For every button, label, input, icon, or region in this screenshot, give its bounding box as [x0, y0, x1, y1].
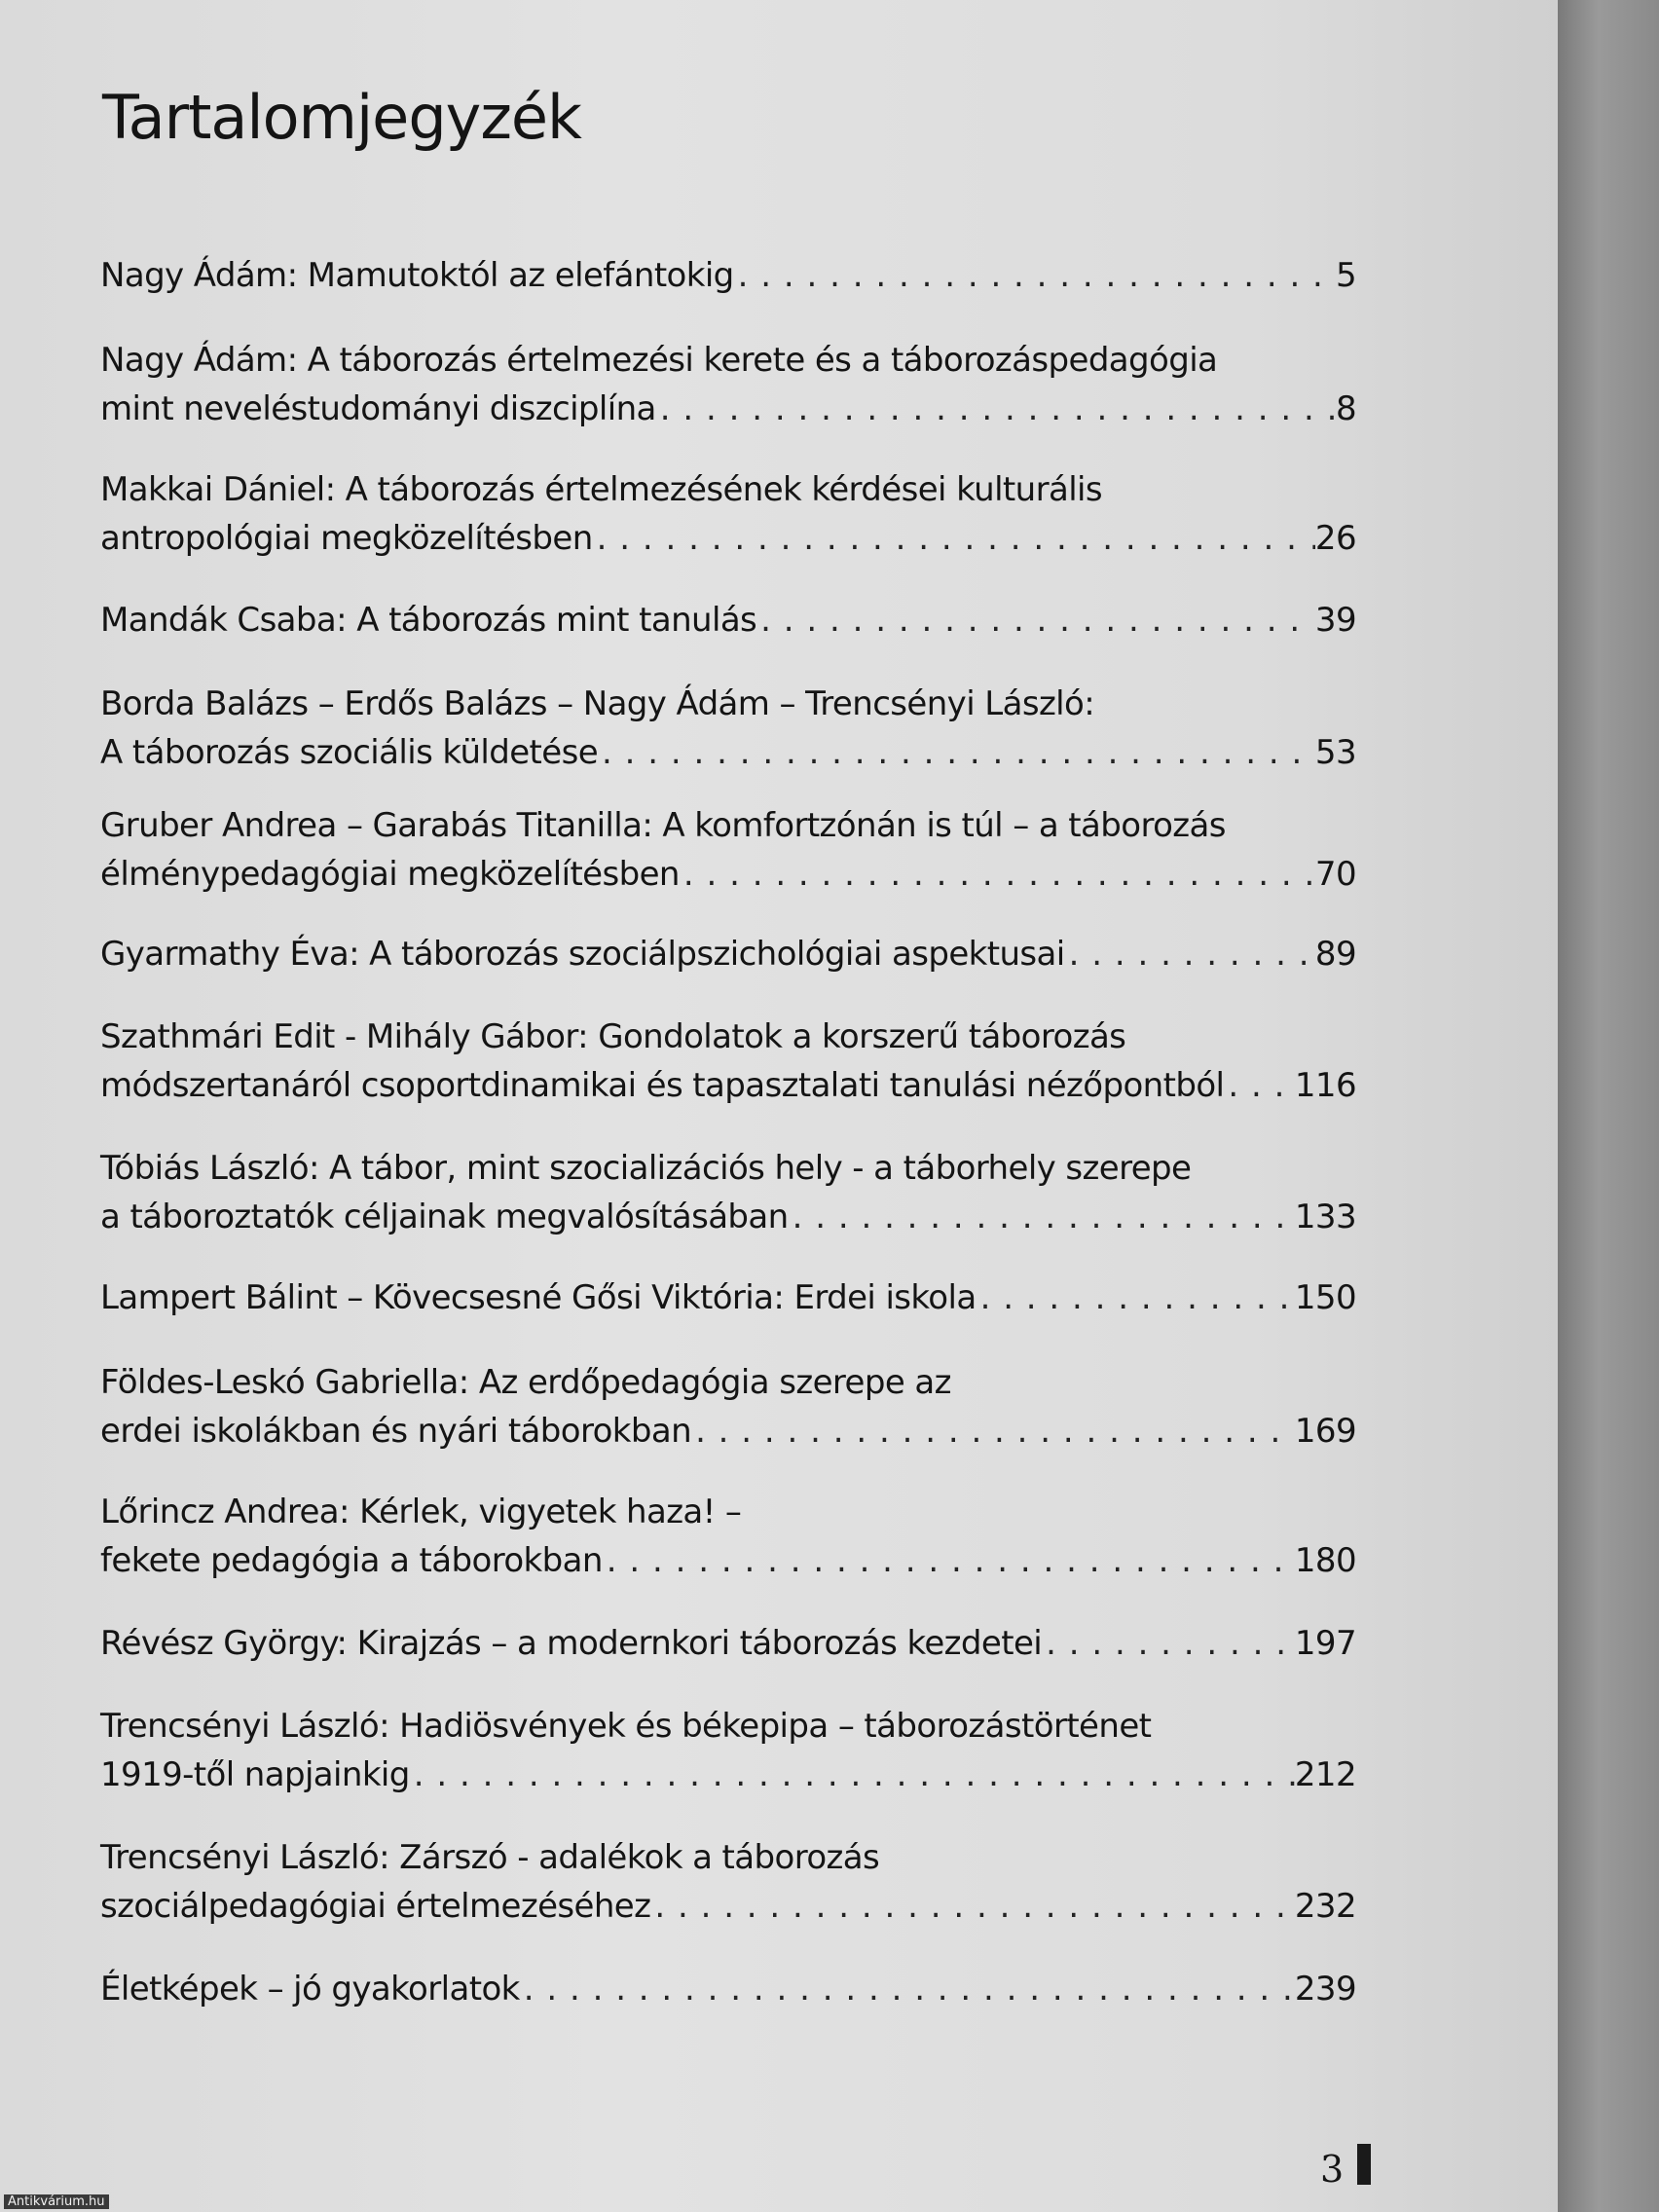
toc-entry [100, 1273, 1356, 1322]
toc-entry-page: 212 [1294, 1755, 1356, 1794]
toc-entry [100, 1488, 1356, 1585]
leader-dots [977, 1273, 1295, 1322]
toc-entry-text: Nagy Ádám: Mamutoktól az elefántokig [100, 256, 734, 295]
toc-entry-page: 5 [1335, 256, 1356, 295]
toc-entry-page: 39 [1314, 601, 1356, 640]
toc-entry [100, 465, 1356, 563]
toc-entry-text: élménypedagógiai megközelítésben [100, 855, 680, 894]
toc-entry-page: 180 [1294, 1541, 1356, 1580]
leader-dots [680, 850, 1315, 899]
toc-entry-text: 1919-től napjainkig [100, 1755, 410, 1794]
leader-dots [789, 1193, 1295, 1241]
toc-entry-text: a táboroztatók céljainak megvalósításában [100, 1198, 789, 1236]
leader-dots [734, 251, 1336, 300]
toc-entry [100, 930, 1356, 978]
toc-entry-page: 133 [1294, 1198, 1356, 1236]
toc-entry-text: Révész György: Kirajzás – a modernkori táborozás kezdetei [100, 1624, 1043, 1663]
leader-dots [593, 514, 1315, 563]
toc-entry-text: Életképek – jó gyakorlatok [100, 1970, 520, 2009]
leader-dots [1042, 1619, 1295, 1668]
toc-entry-text: Trencsényi László: Zárszó - adalékok a táborozás [100, 1838, 880, 1877]
toc-entry-text: módszertanáról csoportdinamikai és tapasztalati tanulási nézőpontból [100, 1066, 1225, 1105]
toc-entry-page: 169 [1294, 1412, 1356, 1451]
toc-entry-page: 150 [1294, 1278, 1356, 1317]
page-number: 3 [1320, 2148, 1345, 2191]
toc-entry [100, 596, 1356, 645]
toc-entry [100, 251, 1356, 300]
toc-entry-text: Gruber Andrea – Garabás Titanilla: A komfortzónán is túl – a táborozás [100, 806, 1226, 845]
toc-entry-text: szociálpedagógiai értelmezéséhez [100, 1887, 651, 1926]
toc-entry-text: Makkai Dániel: A táborozás értelmezésének kérdései kulturális [100, 470, 1103, 509]
toc-entry [100, 1965, 1356, 2013]
toc-entry-text: fekete pedagógia a táborokban [100, 1541, 603, 1580]
toc-entry-page: 239 [1294, 1970, 1356, 2009]
toc-entry-text: Borda Balázs – Erdős Balázs – Nagy Ádám – Trencsényi László: [100, 684, 1095, 723]
toc-entry [100, 336, 1356, 433]
toc-entry [100, 1358, 1356, 1456]
leader-dots [1224, 1061, 1294, 1110]
toc-entry [100, 1013, 1356, 1110]
background-surface [1558, 0, 1659, 2212]
toc-entry-text: erdei iskolákban és nyári táborokban [100, 1412, 692, 1451]
toc-entry-text: Lampert Bálint – Kövecsesné Gősi Viktória: Erdei iskola [100, 1278, 977, 1317]
toc-entry-text: Lőrincz Andrea: Kérlek, vigyetek haza! – [100, 1493, 742, 1531]
toc-entry-page: 53 [1314, 733, 1356, 772]
toc-entry-text: Tóbiás László: A tábor, mint szocializációs hely - a táborhely szerepe [100, 1149, 1192, 1188]
leader-dots [598, 728, 1315, 777]
toc-entry [100, 1833, 1356, 1931]
toc-entry-page: 232 [1294, 1887, 1356, 1926]
leader-dots [410, 1751, 1295, 1799]
leader-dots [656, 385, 1336, 433]
leader-dots [691, 1407, 1295, 1456]
toc-entry-text: Gyarmathy Éva: A táborozás szociálpszichológiai aspektusai [100, 935, 1065, 974]
toc-entry-page: 89 [1314, 935, 1356, 974]
toc-entry-text: Szathmári Edit - Mihály Gábor: Gondolatok a korszerű táborozás [100, 1017, 1126, 1056]
toc-entry-text: Trencsényi László: Hadiösvények és békepipa – táborozástörténet [100, 1707, 1152, 1746]
toc-entry-page: 26 [1314, 519, 1356, 558]
page-number-marker [1357, 2144, 1371, 2185]
toc-entry-text: mint neveléstudományi diszciplína [100, 389, 656, 428]
toc-entry-page: 8 [1335, 389, 1356, 428]
toc-entry-text: Földes-Leskó Gabriella: Az erdőpedagógia szerepe az [100, 1363, 951, 1402]
toc-entry-text: Nagy Ádám: A táborozás értelmezési kerete és a táborozáspedagógia [100, 341, 1218, 380]
toc-entry-page: 197 [1294, 1624, 1356, 1663]
toc-entry [100, 801, 1356, 899]
toc-entry [100, 1144, 1356, 1241]
leader-dots [756, 596, 1315, 645]
toc-entry-page: 70 [1314, 855, 1356, 894]
page-title: Tartalomjegyzék [102, 82, 581, 153]
toc-entry [100, 1702, 1356, 1799]
leader-dots [650, 1882, 1295, 1931]
toc-entry [100, 680, 1356, 777]
leader-dots [1065, 930, 1315, 978]
toc-entry-page: 116 [1294, 1066, 1356, 1105]
leader-dots [520, 1965, 1295, 2013]
watermark-label: Antikvárium.hu [4, 2194, 109, 2209]
toc-entry [100, 1619, 1356, 1668]
toc-entry-text: A táborozás szociális küldetése [100, 733, 599, 772]
toc-entry-text: Mandák Csaba: A táborozás mint tanulás [100, 601, 757, 640]
toc-entry-text: antropológiai megközelítésben [100, 519, 593, 558]
leader-dots [603, 1536, 1295, 1585]
